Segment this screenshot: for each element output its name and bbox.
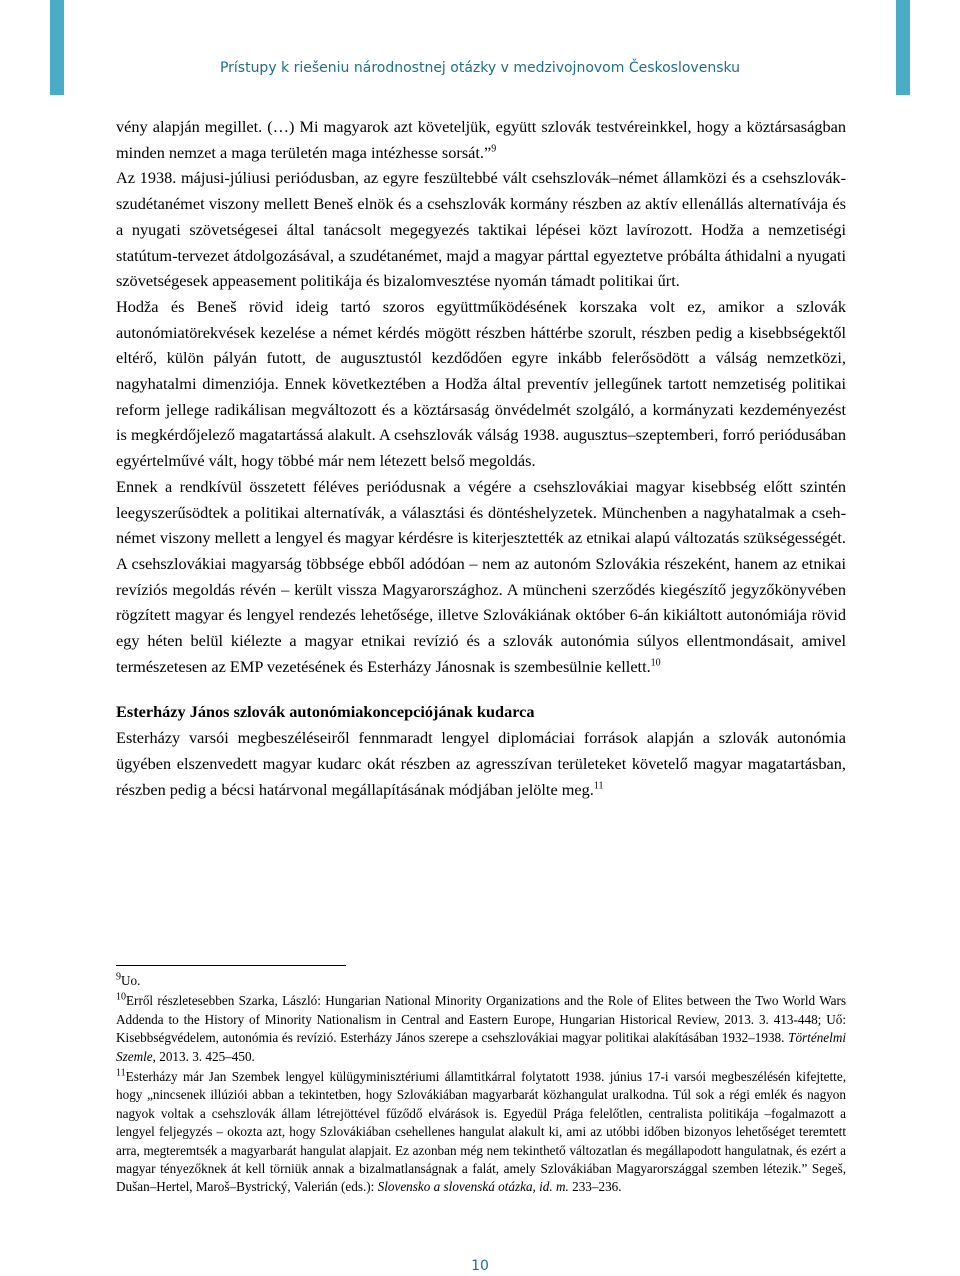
paragraph-4-text: Esterházy varsói megbeszéléseiről fennmaradt lengyel diplomáciai források alapján a szlovák autonómia ügyében elszenvedett magyar kudarc okát részben az agresszívan területeket követelő magyar magatartásban, részben pedig a bécsi határvonal megállapításának módjában jelölte meg. [116,728,846,799]
footnote-9 [116,972,846,990]
footnote-11-number: 11 [116,1067,126,1079]
footnote-10-number: 10 [116,992,126,1004]
footnote-ref-10[interactable]: 10 [650,657,661,669]
paragraph-1-quote: vény alapján megillet. (…) Mi magyarok azt követeljük, együtt szlovák testvéreinkkel, hogy a köztársaságban minden nemzet a maga területén maga intézhesse sorsát.” [116,117,846,162]
paragraph-4 [116,725,846,802]
paragraph-3 [116,474,846,680]
running-header: Prístupy k riešeniu národnostnej otázky v medzivojnovom Československu [219,60,741,76]
footnote-10 [116,992,846,1066]
paragraph-1 [116,114,846,294]
page-number: 10 [471,1258,489,1274]
section-heading: Esterházy János szlovák autonómiakoncepciójának kudarca [116,702,535,722]
footnotes [116,972,846,1199]
footnote-10-tail: , 2013. 3. 425–450. [152,1048,255,1064]
footnote-ref-11[interactable]: 11 [593,780,604,792]
footnote-11-text: Esterházy már Jan Szembek lengyel külügyminisztériumi államtitkárral folytatott 1938. június 17-i varsói megbeszélésén kifejtette, hogy „nincsenek illúziói abban a tekintetben, hogy Szlovákiában magyarbarát közhangulat uralkodna. Túl sok a régi emlék és nagyon nagyok voltak a csehszlovák állam létrejöttével fűződő elvárások is. Egyedül Prága felelőtlen, centralista politikája –fogalmazott a lengyel feljegyzés – okozta azt, hogy Szlovákiában csehellenes hangulat alakult ki, ami az utóbbi időben bizonyos lehetőséget teremtett arra, megteremtsék a magyarbarát hangulat alapjait. Ez azonban még nem tekinthető változatlan és megállapodott hangulatnak, és ezért a magyar tényezőknek át kell törniük annak a bizalmatlanságnak a falát, amely Szlovákiában Magyarországgal szemben létezik.” Segeš, Dušan–Hertel, Maroš–Bystrický, Valerián (eds.): [116,1069,846,1195]
paragraph-2: Hodža és Beneš rövid ideig tartó szoros együttműködésének korszaka volt ez, amikor a szlovák autonómiatörekvések kezelése a német kérdés mögött részben háttérbe szorult, részben pedig a kisebbségektől eltérő, külön pályán futott, de augusztustól kezdődően egyre inkább felerősödött a válság nemzetközi, nagyhatalmi dimenziója. Ennek következtében a Hodža által preventív jellegűnek tartott nemzetiség politikai reform jellege radikálisan megváltozott és a köztársaság önvédelmét szolgáló, a kormányzati kezdeményezést is megkérdőjelező magatartássá alakult. A csehszlovák válság 1938. augusztus–szeptemberi, forró periódusában egyértelművé vált, hogy többé már nem létezett belső megoldás. [116,296,846,471]
footnote-10-journal: Történelmi Szemle [116,1030,847,1064]
footnote-separator [116,965,346,966]
footnote-10-text: Erről részletesebben Szarka, László: Hungarian National Minority Organizations and the Role of Elites between the Two World Wars Addenda to the History of Minority Nationalism in Central and Eastern Europe, Hungarian Historical Review, 2013. 3. 413-448; Uő: Kisebbségvédelem, autonómia és revízió. Esterházy János szerepe a csehszlovákiai magyar politikai alakításában 1932–1938. [116,993,846,1046]
paragraph-3-text: Ennek a rendkívül összetett féléves periódusnak a végére a csehszlovákiai magyar kisebbség előtt szintén leegyszerűsödtek a politikai alternatívák, a választási és döntéshelyzetek. Münchenben a nagyhatalmak a cseh-német viszony mellett a lengyel és magyar kérdésre is kiterjesztették az etnikai alapú változatás szükségességét. A csehszlovákiai magyarság többsége ebből adódóan – nem az autonóm Szlovákia részeként, hanem az etnikai revíziós megoldás révén – került vissza Magyarországhoz. A müncheni szerződés kiegészítő jegyzőkönyvében rögzített magyar és lengyel rendezés lehetősége, illetve Szlovákiának október 6-án kikiáltott autonómiája rövid egy héten belül kiélezte a magyar etnikai revízió és a szlovák autonómia súlyos ellentmondásait, amivel természetesen az EMP vezetésének és Esterházy Jánosnak is szembesülnie kellett. [116,476,846,676]
header-accent-bar-right [896,0,910,95]
footnote-11-book: Slovensko a slovenská otázka, id. m. [377,1179,569,1195]
footnote-11 [116,1068,846,1197]
footnote-11-tail: 233–236. [568,1179,622,1195]
header-accent-bar-left [50,0,64,95]
footnote-9-text: Uo. [121,973,141,988]
footnote-ref-9[interactable]: 9 [491,143,497,155]
paragraph-1-text: Az 1938. májusi-júliusi periódusban, az egyre feszültebbé vált csehszlovák–német államközi és a csehszlovák-szudétanémet viszony mellett Beneš elnök és a csehszlovák kormány részben az aktív ellenállás alternatívája és a nyugati szövetségesei által tanácsolt megegyezés taktikai lépései közt lavírozott. Hodža a nemzetiségi statútum-tervezet átdolgozásával, a szudétanémet, majd a magyar párttal egyeztetve próbálta áthidalni a nyugati szövetségesek appeasement politikája és bizalomvesztése nyomán támadt politikai űrt. [116,168,846,291]
footnote-9-number: 9 [116,971,121,983]
main-text [116,114,846,802]
